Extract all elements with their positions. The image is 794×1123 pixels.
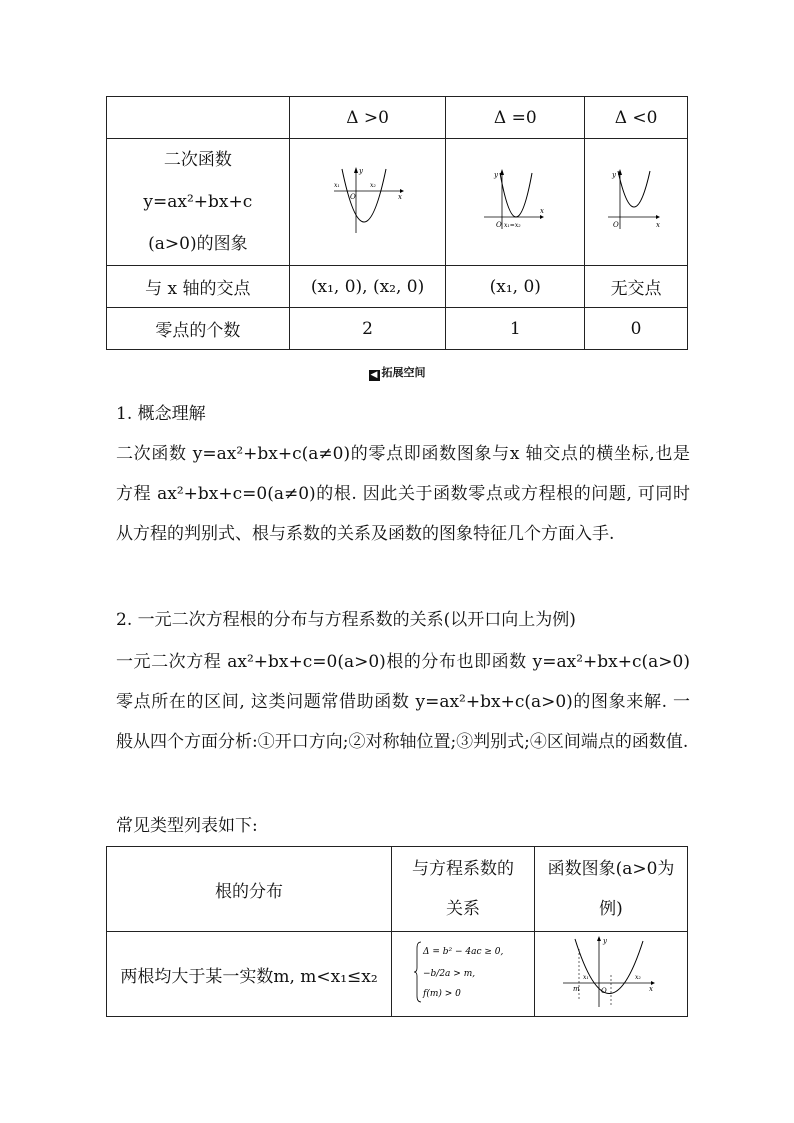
intersect-two: (x₁, 0), (x₂, 0) [289, 266, 446, 308]
parabola-no-root [606, 167, 666, 233]
svg-text:y: y [494, 170, 499, 179]
header-delta-positive: Δ >0 [289, 97, 446, 139]
conditions-brace [413, 940, 513, 1004]
section1-body: 二次函数 y=ax²+bx+c(a≠0)的零点即函数图象与x 轴交点的横坐标,也是方程 ax²+bx+c=0(a≠0)的根. 因此关于函数零点或方程根的问题, 可同时从方程的判别式、根与系数的关系及函数的图象特征几个方面入手. [116, 444, 690, 544]
header-function-graph: 函数图象(a>0为 例) [535, 847, 688, 932]
row1-graph [561, 935, 661, 1009]
intersect-none: 无交点 [585, 266, 688, 308]
extension-tag: ◀ 拓展空间 [0, 364, 794, 381]
list-intro: 常见类型列表如下: [116, 816, 258, 836]
parabola-one-root [482, 167, 548, 233]
count-one: 1 [446, 308, 585, 350]
count-row-label: 零点的个数 [107, 308, 290, 350]
svg-text:y: y [603, 936, 607, 945]
svg-text:O: O [496, 220, 503, 229]
svg-text:x₂: x₂ [369, 181, 376, 189]
svg-text:O: O [349, 192, 356, 201]
svg-text:y: y [612, 170, 617, 179]
zeros-table [106, 96, 688, 350]
header-delta-negative: Δ <0 [585, 97, 688, 139]
graph-no-root-cell [585, 139, 688, 266]
svg-text:x₂: x₂ [635, 973, 641, 981]
svg-text:O: O [613, 220, 619, 229]
svg-text:x₁: x₁ [333, 181, 340, 189]
header-delta-zero: Δ =0 [446, 97, 585, 139]
row1-label: 两根均大于某一实数m, m<x₁≤x₂ [107, 932, 392, 1017]
svg-text:O: O [601, 986, 607, 995]
svg-text:Δ = b² − 4ac ≥ 0,: Δ = b² − 4ac ≥ 0, [423, 946, 504, 957]
header-coefficient-relation: 与方程系数的 关系 [392, 847, 535, 932]
speaker-icon: ◀ [369, 370, 380, 381]
section2-body: 一元二次方程 ax²+bx+c=0(a>0)根的分布也即函数 y=ax²+bx+c(a>0)零点所在的区间, 这类问题常借助函数 y=ax²+bx+c(a>0)的图象来解. 一般从四个方面分析:①开口方向;②对称轴位置;③判别式;④区间端点的函数值. [116, 652, 690, 752]
root-distribution-table [106, 846, 688, 1017]
section2-title: 2. 一元二次方程根的分布与方程系数的关系(以开口向上为例) [116, 610, 576, 630]
graph-one-root-cell [446, 139, 585, 266]
row1-graph-cell [535, 932, 688, 1017]
svg-text:x: x [397, 192, 402, 201]
svg-text:x₁: x₁ [583, 973, 589, 981]
graph-two-roots-cell [289, 139, 446, 266]
svg-text:−b/2a > m,: −b/2a > m, [423, 968, 476, 979]
count-zero: 0 [585, 308, 688, 350]
svg-text:x: x [649, 984, 653, 993]
header-root-distribution: 根的分布 [107, 847, 392, 932]
graph-row-label: 二次函数 y=ax²+bx+c (a>0)的图象 [107, 139, 290, 266]
svg-text:m: m [573, 984, 580, 993]
intersect-row-label: 与 x 轴的交点 [107, 266, 290, 308]
svg-text:f(m) > 0: f(m) > 0 [423, 988, 461, 999]
intersect-one: (x₁, 0) [446, 266, 585, 308]
corner-cell [107, 97, 290, 139]
svg-text:x: x [656, 220, 661, 229]
count-two: 2 [289, 308, 446, 350]
row1-conditions [392, 932, 535, 1017]
svg-text:y: y [358, 166, 363, 175]
section1-title: 1. 概念理解 [116, 404, 206, 424]
parabola-two-roots [332, 165, 404, 235]
svg-text:x: x [540, 206, 545, 215]
svg-text:x₁=x₂: x₁=x₂ [504, 221, 521, 229]
